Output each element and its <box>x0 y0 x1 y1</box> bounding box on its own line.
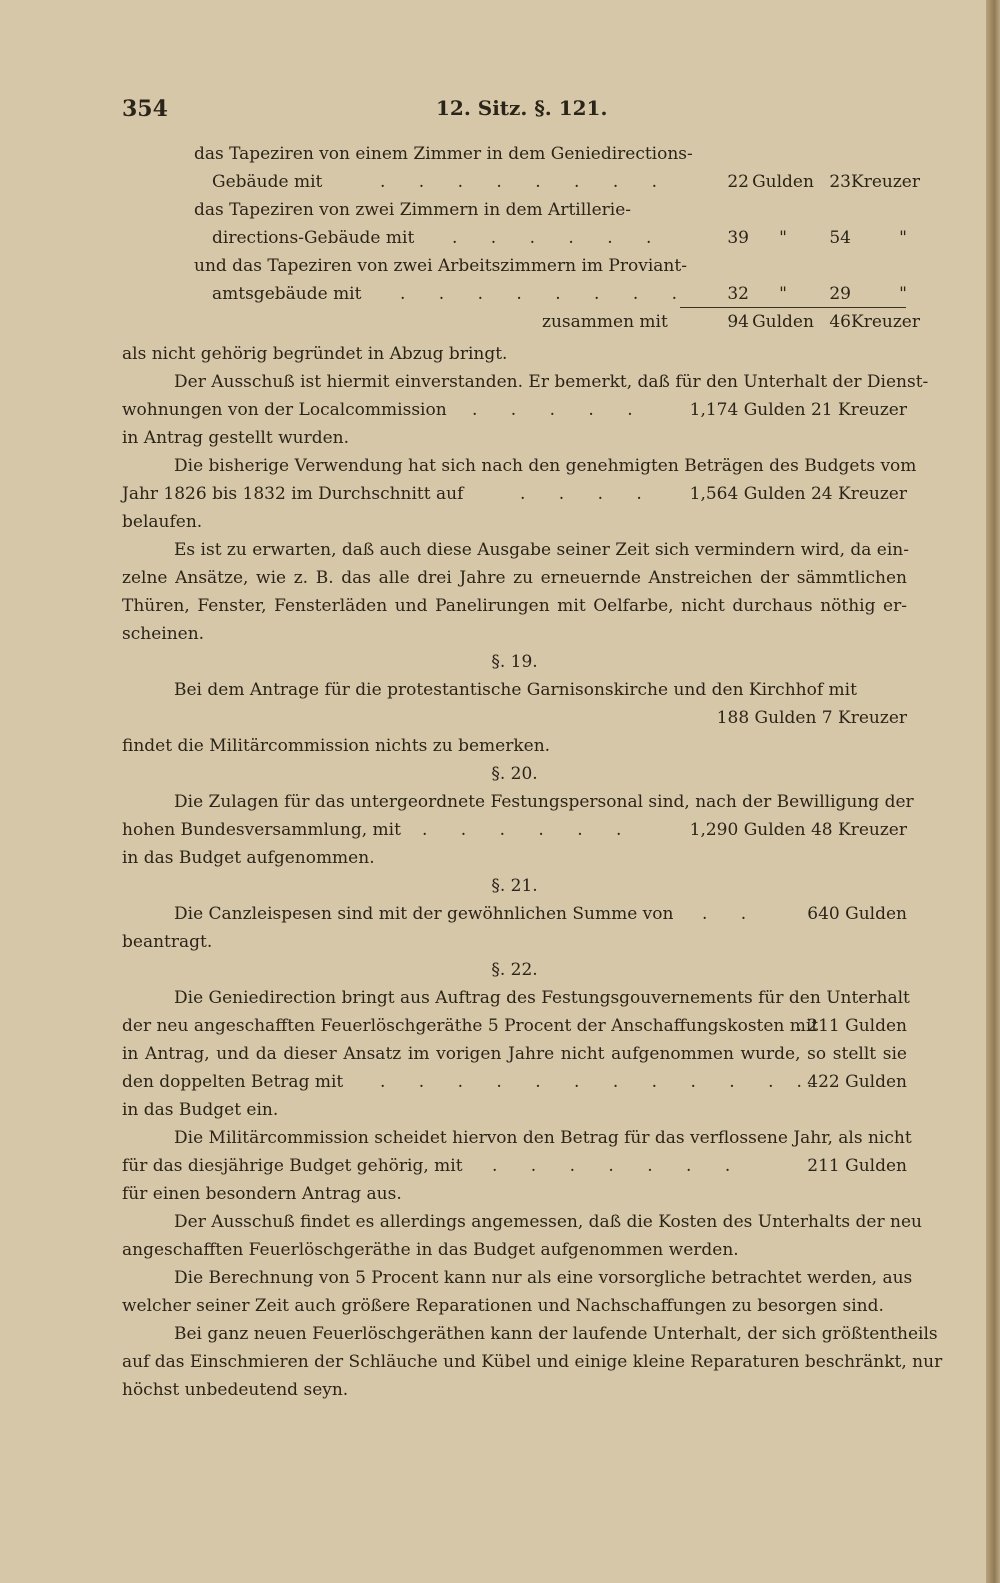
text-line: den doppelten Betrag mit <box>122 1072 344 1092</box>
body-text <box>122 340 943 1420</box>
text-line: zelne Ansätze, wie z. B. das alle drei Jahre zu erneuernde Anstreichen der sämmtlichen <box>122 568 907 588</box>
section-heading: §. 20. <box>491 764 538 784</box>
cost-item-1-label-cont: Gebäude mit <box>212 172 323 192</box>
text-line: in das Budget aufgenommen. <box>122 848 375 868</box>
text-line: scheinen. <box>122 624 205 644</box>
text-line: hohen Bundesversammlung, mit <box>122 820 401 840</box>
cost-item-2-amount: 39 " 54 " <box>727 228 907 248</box>
leader-dots: . . . . . . . . . . . . <box>380 1072 827 1092</box>
text-line: höchst unbedeutend seyn. <box>122 1380 349 1400</box>
text-line: Die Militärcommission scheidet hiervon den Betrag für das verflossene Jahr, als nicht <box>174 1128 912 1148</box>
text-line: als nicht gehörig begründet in Abzug bringt. <box>122 344 508 364</box>
text-line: Die Berechnung von 5 Procent kann nur als eine vorsorgliche betrachtet werden, aus <box>174 1268 913 1288</box>
amount: 211 Gulden <box>807 1156 907 1176</box>
cost-item-2-label: das Tapeziren von zwei Zimmern in dem Artillerie- <box>194 200 632 220</box>
page-number: 354 <box>122 96 168 122</box>
amount: 1,564 Gulden 24 Kreuzer <box>689 484 907 504</box>
leader-dots: . . . . <box>520 484 656 504</box>
sum-rule <box>680 307 906 308</box>
text-line: angeschafften Feuerlöschgeräthe in das Budget aufgenommen werden. <box>122 1240 739 1260</box>
text-line: Der Ausschuß findet es allerdings angemessen, daß die Kosten des Unterhalts der neu <box>174 1212 922 1232</box>
text-line: Bei dem Antrage für die protestantische Garnisonskirche und den Kirchhof mit <box>174 680 857 700</box>
text-line: Die Geniedirection bringt aus Auftrag des Festungsgouvernements für den Unterhalt <box>174 988 910 1008</box>
amount: 1,290 Gulden 48 Kreuzer <box>689 820 907 840</box>
amount: . 211 Gulden <box>796 1016 907 1036</box>
section-heading: §. 22. <box>491 960 538 980</box>
text-line: Die Canzleispesen sind mit der gewöhnlichen Summe von <box>174 904 674 924</box>
text-line: Jahr 1826 bis 1832 im Durchschnitt auf <box>122 484 464 504</box>
section-heading: §. 21. <box>491 876 538 896</box>
cost-item-1-label: das Tapeziren von einem Zimmer in dem Geniedirections- <box>194 144 693 164</box>
cost-item-3-label-cont: amtsgebäude mit <box>212 284 362 304</box>
leader-dots: . . . . . . . . <box>380 172 672 192</box>
amount: 640 Gulden <box>807 904 907 924</box>
amount: 1,174 Gulden 21 Kreuzer <box>689 400 907 420</box>
leader-dots: . . <box>702 904 761 924</box>
text-line: Es ist zu erwarten, daß auch diese Ausgabe seiner Zeit sich vermindern wird, da ein- <box>174 540 909 560</box>
text-line: wohnungen von der Localcommission <box>122 400 447 420</box>
cost-table <box>122 140 920 340</box>
total-amount: 94 Gulden 46Kreuzer <box>727 312 920 332</box>
page-edge-shadow <box>986 0 1000 1583</box>
leader-dots: . . . . . . . <box>492 1156 745 1176</box>
cost-item-3-amount: 32 " 29 " <box>727 284 907 304</box>
cost-item-2-label-cont: directions-Gebäude mit <box>212 228 415 248</box>
text-line: Die bisherige Verwendung hat sich nach den genehmigten Beträgen des Budgets vom <box>174 456 917 476</box>
text-line: Thüren, Fenster, Fensterläden und Panelirungen mit Oelfarbe, nicht durchaus nöthig er- <box>122 596 907 616</box>
text-line: beantragt. <box>122 932 213 952</box>
leader-dots: . . . . . . <box>422 820 636 840</box>
leader-dots: . . . . . . <box>452 228 666 248</box>
leader-dots: . . . . . <box>472 400 647 420</box>
total-label: zusammen mit <box>542 312 668 332</box>
text-line: findet die Militärcommission nichts zu bemerken. <box>122 736 551 756</box>
text-line: welcher seiner Zeit auch größere Reparationen und Nachschaffungen zu besorgen sind. <box>122 1296 884 1316</box>
amount: 188 Gulden 7 Kreuzer <box>716 708 907 728</box>
text-line: in Antrag gestellt wurden. <box>122 428 349 448</box>
text-line: Bei ganz neuen Feuerlöschgeräthen kann der laufende Unterhalt, der sich größtentheils <box>174 1324 938 1344</box>
text-line: auf das Einschmieren der Schläuche und Kübel und einige kleine Reparaturen beschränkt, nur <box>122 1352 943 1372</box>
text-line: Der Ausschuß ist hiermit einverstanden. Er bemerkt, daß für den Unterhalt der Dienst- <box>174 372 929 392</box>
text-line: in das Budget ein. <box>122 1100 279 1120</box>
cost-item-1-amount: 22 Gulden 23Kreuzer <box>727 172 920 192</box>
cost-item-3-label: und das Tapeziren von zwei Arbeitszimmern im Proviant- <box>194 256 687 276</box>
text-line: für einen besondern Antrag aus. <box>122 1184 402 1204</box>
section-heading: §. 19. <box>491 652 538 672</box>
running-header: 12. Sitz. §. 121. <box>436 96 608 120</box>
text-line: für das diesjährige Budget gehörig, mit <box>122 1156 463 1176</box>
text-line: belaufen. <box>122 512 203 532</box>
text-line: in Antrag, und da dieser Ansatz im vorigen Jahre nicht aufgenommen wurde, so stellt sie <box>122 1044 907 1064</box>
leader-dots: . . . . . . . . <box>400 284 692 304</box>
amount: . 422 Gulden <box>796 1072 907 1092</box>
text-line: Die Zulagen für das untergeordnete Festungspersonal sind, nach der Bewilligung der <box>174 792 914 812</box>
text-line: der neu angeschafften Feuerlöschgeräthe 5 Procent der Anschaffungskosten mit <box>122 1016 819 1036</box>
